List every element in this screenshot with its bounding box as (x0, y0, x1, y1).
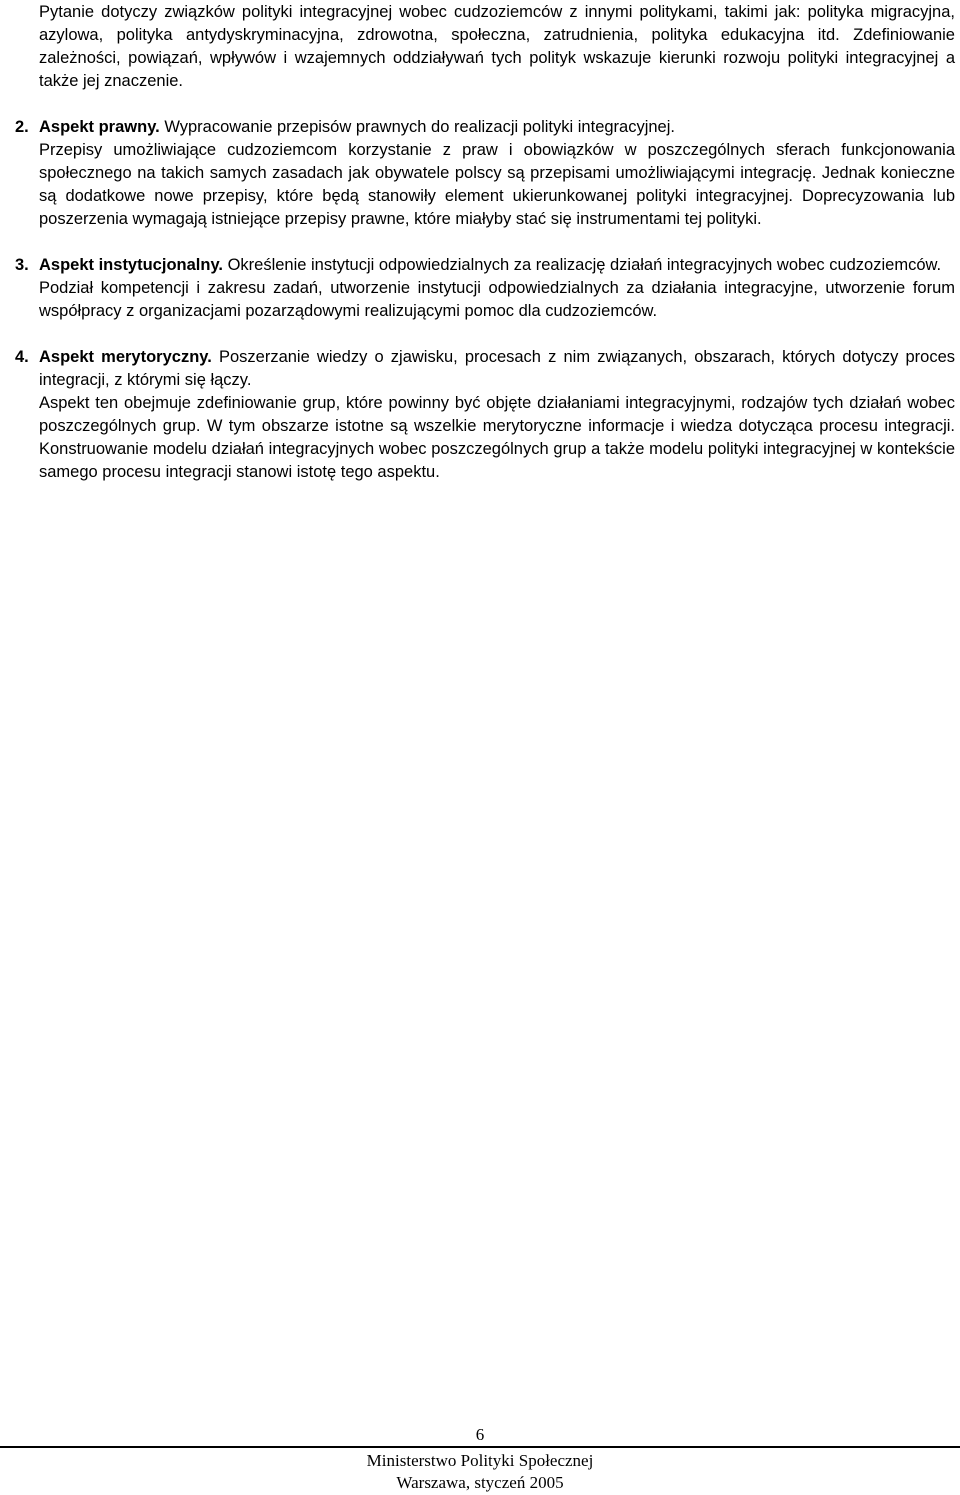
page-number: 6 (475, 1425, 485, 1444)
footer (0, 1450, 960, 1494)
section-legal (15, 116, 955, 231)
footer-divider (0, 1446, 960, 1448)
section-substantive (15, 346, 955, 484)
section-lead (39, 254, 955, 277)
section-number: 3. (15, 256, 29, 274)
section-lead (39, 346, 955, 392)
section-heading: Aspekt instytucjonalny. (39, 256, 223, 274)
section-paragraph: Przepisy umożliwiające cudzoziemcom korzystanie z praw i obowiązków w poszczególnych sferach funkcjonowania społecznego na takich samych zasadach jak obywatele polscy są przepisami umożliwiającymi integrację. Jednak konieczne są dodatkowe nowe przepisy, które będą stanowiły element ukierunkowanej polityki integracyjnej. Doprecyzowania lub poszerzenia wymagają istniejące przepisy prawne, które miałyby stać się instrumentami tej polityki. (39, 141, 955, 228)
section-paragraph: Podział kompetencji i zakresu zadań, utworzenie instytucji odpowiedzialnych za działania integracyjne, utworzenie forum współpracy z organizacjami pozarządowymi realizującymi pomoc dla cudzoziemców. (39, 279, 955, 320)
section-lead (39, 116, 955, 139)
document-body (15, 1, 955, 484)
section-lead-text: Wypracowanie przepisów prawnych do realizacji polityki integracyjnej. (159, 118, 675, 136)
section-heading: Aspekt merytoryczny. (39, 348, 212, 366)
footer-ministry: Ministerstwo Polityki Społecznej (366, 1451, 594, 1470)
section-institutional (15, 254, 955, 323)
section-paragraph: Aspekt ten obejmuje zdefiniowanie grup, które powinny być objęte działaniami integracyjnymi, rodzajów tych działań wobec poszczególnych grup. W tym obszarze istotne są wszelkie merytoryczne informacje i wiedza dotycząca procesu integracji. Konstruowanie modelu działań integracyjnych wobec poszczególnych grup a także modelu polityki integracyjnej w kontekście samego procesu integracji stanowi istotę tego aspektu. (39, 394, 955, 481)
section-number: 2. (15, 118, 29, 136)
footer-place-date: Warszawa, styczeń 2005 (396, 1473, 564, 1492)
section-lead-text: Określenie instytucji odpowiedzialnych za realizację działań integracyjnych wobec cudzoziemców. (222, 256, 942, 274)
section-lead-text: Poszerzanie wiedzy o zjawisku, procesach z nim związanych, obszarach, których dotyczy proces integracji, z którymi się łączy. (39, 348, 956, 389)
intro-paragraph: Pytanie dotyczy związków polityki integracyjnej wobec cudzoziemców z innymi politykami, takimi jak: polityka migracyjna, azylowa, polityka antydyskryminacyjna, zdrowotna, społeczna, zatrudnienia, polityka edukacyjna itd. Zdefiniowanie zależności, powiązań, wpływów i wzajemnych oddziaływań tych polityk wskazuje kierunki rozwoju polityki integracyjnej a także jej znaczenie. (39, 3, 955, 90)
section-number: 4. (15, 348, 29, 366)
section-heading: Aspekt prawny. (39, 118, 160, 136)
